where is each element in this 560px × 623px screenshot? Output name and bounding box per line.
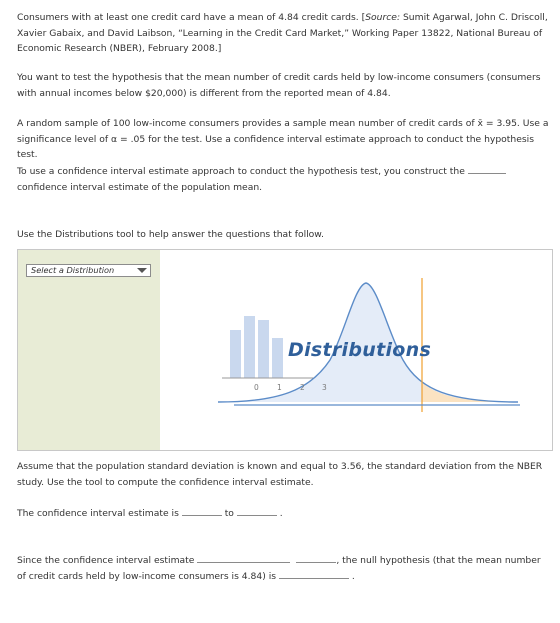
- ci-to-text: to: [221, 508, 237, 519]
- histogram-bar: [244, 316, 255, 378]
- sample-paragraph: A random sample of 100 low-income consumers provides a sample mean number of credit cards of x̄ = 3.95. Use a significance level of α = .05 for the test. Use a confidence interval estimate approach to conduct the hypothesis test.: [17, 118, 549, 161]
- distributions-logo-text: Distributions: [288, 339, 432, 361]
- intro-paragraph: [17, 10, 552, 57]
- conclusion-text: Since the confidence interval estimate: [17, 555, 198, 566]
- conclusion-end-text: .: [349, 570, 355, 582]
- distributions-tool[interactable]: [17, 249, 553, 451]
- distribution-select[interactable]: [26, 264, 151, 277]
- tick-label: 1: [277, 383, 282, 392]
- ci-contains-dropdown[interactable]: [197, 553, 290, 563]
- tool-control-panel: [18, 250, 160, 450]
- tick-label: 3: [322, 383, 327, 392]
- tick-label: 0: [254, 383, 259, 392]
- distribution-select-label: Select a Distribution: [31, 265, 115, 275]
- source-citation: Sumit Agarwal, John C. Driscoll, Xavier Gabaix, and David Laibson, “Learning in the Credit Card Market,” Working Paper 13822, National Bureau of Economic Research (NBER), February 2008.]: [17, 12, 548, 55]
- source-label: Source:: [365, 12, 401, 23]
- confidence-level-text-end: confidence interval estimate of the population mean.: [17, 181, 263, 193]
- tool-instruction: Use the Distributions tool to help answer the questions that follow.: [17, 229, 324, 240]
- confidence-level-paragraph: [17, 164, 552, 195]
- hypothesis-paragraph: You want to test the hypothesis that the mean number of credit cards held by low-income consumers (consumers with annual incomes below $20,000) is different from the reported mean of 4.84.: [17, 72, 541, 99]
- conclusion-sentence: [17, 553, 552, 584]
- histogram-bar: [272, 338, 283, 378]
- intro-text: Consumers with at least one credit card have a mean of 4.84 credit cards. [: [17, 12, 366, 23]
- null-hypothesis-decision-dropdown[interactable]: [279, 569, 349, 579]
- ci-sentence: [17, 506, 552, 522]
- histogram-bar: [258, 320, 269, 378]
- conclusion-text-middle: , the null hypothesis (that the mean number of credit cards held by low-income consumers is 4.84) is: [17, 555, 541, 582]
- confidence-level-dropdown[interactable]: [468, 164, 506, 174]
- ci-end-text: .: [276, 508, 283, 519]
- tick-label: 2: [300, 383, 305, 392]
- ci-value-dropdown[interactable]: [296, 553, 336, 563]
- histogram-bar: [230, 330, 241, 378]
- chevron-down-icon: [137, 268, 147, 273]
- ci-upper-input[interactable]: [237, 506, 277, 516]
- ci-lower-input[interactable]: [182, 506, 222, 516]
- assumption-paragraph: Assume that the population standard deviation is known and equal to 3.56, the standard deviation from the NBER study. Use the tool to compute the confidence interval estimate.: [17, 461, 543, 488]
- ci-text: The confidence interval estimate is: [17, 508, 182, 519]
- confidence-level-text: To use a confidence interval estimate approach to conduct the hypothesis test, you construct the: [17, 166, 468, 177]
